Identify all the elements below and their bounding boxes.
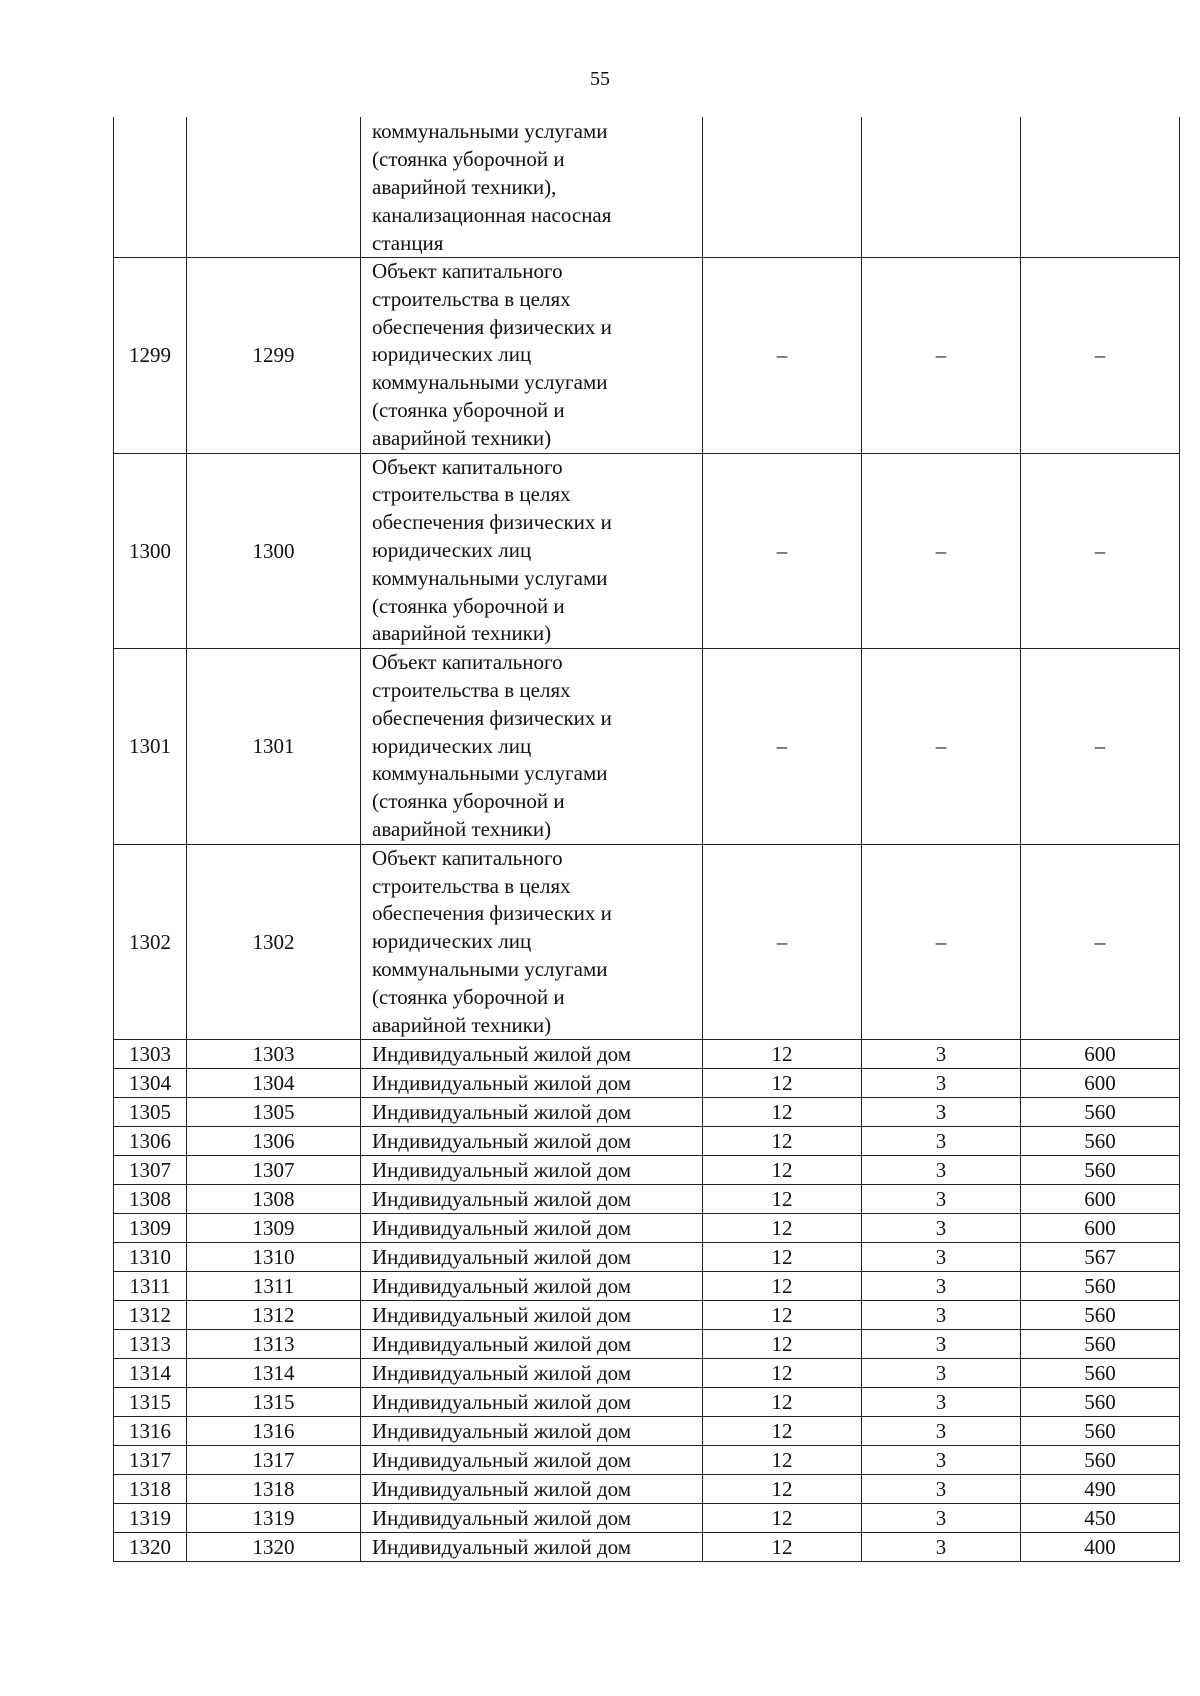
cell-col5: – (862, 649, 1021, 845)
cell-description: Индивидуальный жилой дом (361, 1301, 703, 1330)
cell-row-number: 1299 (114, 258, 187, 454)
table-row (114, 1272, 1180, 1301)
cell-col5: 3 (862, 1243, 1021, 1272)
cell-col6: 560 (1021, 1359, 1180, 1388)
table-row-continuation (114, 117, 1180, 258)
cell-plot-number: 1305 (187, 1098, 361, 1127)
cell-description: Индивидуальный жилой дом (361, 1127, 703, 1156)
cell-col5: 3 (862, 1475, 1021, 1504)
cell-col5: – (862, 258, 1021, 454)
cell-row-number: 1314 (114, 1359, 187, 1388)
cell-description: Индивидуальный жилой дом (361, 1533, 703, 1562)
cell-plot-number: 1302 (187, 844, 361, 1040)
cell-col4: 12 (703, 1446, 862, 1475)
cell-description: Индивидуальный жилой дом (361, 1069, 703, 1098)
table-row (114, 1475, 1180, 1504)
cell-col6: 400 (1021, 1533, 1180, 1562)
cell-col4: 12 (703, 1301, 862, 1330)
cell-description: Индивидуальный жилой дом (361, 1243, 703, 1272)
cell-col5: 3 (862, 1504, 1021, 1533)
cell-plot-number (187, 117, 361, 258)
cell-description: Индивидуальный жилой дом (361, 1475, 703, 1504)
table-row (114, 1504, 1180, 1533)
cell-col6: – (1021, 844, 1180, 1040)
cell-plot-number: 1303 (187, 1040, 361, 1069)
table-row (114, 453, 1180, 649)
table-row (114, 1185, 1180, 1214)
cell-plot-number: 1310 (187, 1243, 361, 1272)
cell-row-number: 1303 (114, 1040, 187, 1069)
cell-col4: 12 (703, 1040, 862, 1069)
cell-col6: 567 (1021, 1243, 1180, 1272)
cell-col6: 600 (1021, 1214, 1180, 1243)
cell-col5: 3 (862, 1388, 1021, 1417)
cell-description: Объект капитального строительства в целях обеспечения физических и юридических лиц коммунальными услугами (стоянка уборочной и аварийной техники) (361, 258, 703, 454)
cell-col5: – (862, 844, 1021, 1040)
table-row (114, 1417, 1180, 1446)
cell-col5: 3 (862, 1301, 1021, 1330)
table-row (114, 258, 1180, 454)
cell-row-number: 1305 (114, 1098, 187, 1127)
cell-col5: 3 (862, 1040, 1021, 1069)
cell-row-number: 1316 (114, 1417, 187, 1446)
cell-col6: 560 (1021, 1417, 1180, 1446)
cell-col5 (862, 117, 1021, 258)
cell-row-number: 1306 (114, 1127, 187, 1156)
cell-col4: 12 (703, 1272, 862, 1301)
cell-description: Индивидуальный жилой дом (361, 1330, 703, 1359)
cell-col6: – (1021, 453, 1180, 649)
cell-plot-number: 1309 (187, 1214, 361, 1243)
table-row (114, 1098, 1180, 1127)
cell-col6: 450 (1021, 1504, 1180, 1533)
cell-col4: 12 (703, 1098, 862, 1127)
cell-col6: 600 (1021, 1040, 1180, 1069)
cell-row-number: 1313 (114, 1330, 187, 1359)
cell-row-number: 1310 (114, 1243, 187, 1272)
cell-col6: 560 (1021, 1446, 1180, 1475)
table-row (114, 1040, 1180, 1069)
cell-description: Индивидуальный жилой дом (361, 1214, 703, 1243)
cell-description: Объект капитального строительства в целях обеспечения физических и юридических лиц коммунальными услугами (стоянка уборочной и аварийной техники) (361, 649, 703, 845)
cell-description: Индивидуальный жилой дом (361, 1417, 703, 1446)
cell-col4: 12 (703, 1069, 862, 1098)
cell-col6 (1021, 117, 1180, 258)
table-row (114, 1533, 1180, 1562)
cell-plot-number: 1306 (187, 1127, 361, 1156)
table-row (114, 844, 1180, 1040)
cell-plot-number: 1301 (187, 649, 361, 845)
cell-row-number: 1308 (114, 1185, 187, 1214)
table-row (114, 1127, 1180, 1156)
table-row (114, 1388, 1180, 1417)
cell-col4: – (703, 649, 862, 845)
cell-col6: 560 (1021, 1330, 1180, 1359)
cell-plot-number: 1318 (187, 1475, 361, 1504)
cell-col6: 560 (1021, 1098, 1180, 1127)
cell-col4: 12 (703, 1504, 862, 1533)
cell-description: Индивидуальный жилой дом (361, 1098, 703, 1127)
cell-col5: 3 (862, 1069, 1021, 1098)
cell-col4: 12 (703, 1475, 862, 1504)
cell-row-number: 1300 (114, 453, 187, 649)
cell-row-number: 1319 (114, 1504, 187, 1533)
table-row (114, 1330, 1180, 1359)
cell-plot-number: 1319 (187, 1504, 361, 1533)
cell-col4: – (703, 453, 862, 649)
cell-row-number: 1302 (114, 844, 187, 1040)
cell-row-number: 1312 (114, 1301, 187, 1330)
cell-col6: 560 (1021, 1127, 1180, 1156)
table-row (114, 1243, 1180, 1272)
cell-row-number: 1315 (114, 1388, 187, 1417)
cell-col5: 3 (862, 1098, 1021, 1127)
table-body (114, 117, 1180, 1562)
table-row (114, 1156, 1180, 1185)
cell-row-number: 1301 (114, 649, 187, 845)
cell-description: Индивидуальный жилой дом (361, 1446, 703, 1475)
cell-col6: 560 (1021, 1272, 1180, 1301)
cell-col4: – (703, 258, 862, 454)
cell-col5: 3 (862, 1446, 1021, 1475)
cell-plot-number: 1317 (187, 1446, 361, 1475)
table-row (114, 1214, 1180, 1243)
cell-row-number: 1304 (114, 1069, 187, 1098)
cell-plot-number: 1313 (187, 1330, 361, 1359)
cell-col6: 560 (1021, 1388, 1180, 1417)
table-row (114, 649, 1180, 845)
cell-col6: 600 (1021, 1069, 1180, 1098)
cell-plot-number: 1316 (187, 1417, 361, 1446)
cell-plot-number: 1299 (187, 258, 361, 454)
cell-plot-number: 1312 (187, 1301, 361, 1330)
cell-plot-number: 1311 (187, 1272, 361, 1301)
cell-row-number: 1311 (114, 1272, 187, 1301)
cell-col6: – (1021, 258, 1180, 454)
cell-col6: – (1021, 649, 1180, 845)
cell-col4: 12 (703, 1127, 862, 1156)
cell-col4: 12 (703, 1185, 862, 1214)
table-row (114, 1301, 1180, 1330)
land-plots-table (113, 117, 1180, 1562)
cell-col5: 3 (862, 1185, 1021, 1214)
cell-col5: 3 (862, 1214, 1021, 1243)
cell-col5: 3 (862, 1156, 1021, 1185)
cell-col5: 3 (862, 1533, 1021, 1562)
cell-row-number: 1318 (114, 1475, 187, 1504)
cell-col4: 12 (703, 1388, 862, 1417)
table-row (114, 1359, 1180, 1388)
cell-col4: 12 (703, 1533, 862, 1562)
cell-col6: 560 (1021, 1301, 1180, 1330)
cell-col4: 12 (703, 1214, 862, 1243)
cell-col4 (703, 117, 862, 258)
cell-col5: 3 (862, 1127, 1021, 1156)
cell-plot-number: 1315 (187, 1388, 361, 1417)
cell-row-number: 1317 (114, 1446, 187, 1475)
cell-col6: 490 (1021, 1475, 1180, 1504)
cell-col4: 12 (703, 1243, 862, 1272)
page-number: 55 (590, 68, 610, 90)
cell-col4: 12 (703, 1330, 862, 1359)
cell-col5: – (862, 453, 1021, 649)
cell-col5: 3 (862, 1359, 1021, 1388)
cell-plot-number: 1300 (187, 453, 361, 649)
cell-description: Индивидуальный жилой дом (361, 1359, 703, 1388)
cell-plot-number: 1308 (187, 1185, 361, 1214)
cell-col5: 3 (862, 1417, 1021, 1446)
cell-col6: 600 (1021, 1185, 1180, 1214)
cell-row-number: 1309 (114, 1214, 187, 1243)
cell-row-number: 1320 (114, 1533, 187, 1562)
cell-col4: 12 (703, 1417, 862, 1446)
cell-description: Индивидуальный жилой дом (361, 1504, 703, 1533)
cell-col5: 3 (862, 1272, 1021, 1301)
cell-description: коммунальными услугами (стоянка уборочной и аварийной техники), канализационная насосная станция (361, 117, 703, 258)
cell-description: Индивидуальный жилой дом (361, 1272, 703, 1301)
cell-col5: 3 (862, 1330, 1021, 1359)
cell-description: Объект капитального строительства в целях обеспечения физических и юридических лиц коммунальными услугами (стоянка уборочной и аварийной техники) (361, 844, 703, 1040)
table-row (114, 1069, 1180, 1098)
cell-col4: – (703, 844, 862, 1040)
cell-description: Индивидуальный жилой дом (361, 1388, 703, 1417)
cell-col6: 560 (1021, 1156, 1180, 1185)
cell-col4: 12 (703, 1359, 862, 1388)
cell-col4: 12 (703, 1156, 862, 1185)
cell-plot-number: 1320 (187, 1533, 361, 1562)
cell-row-number (114, 117, 187, 258)
cell-plot-number: 1307 (187, 1156, 361, 1185)
cell-plot-number: 1304 (187, 1069, 361, 1098)
table-row (114, 1446, 1180, 1475)
cell-description: Индивидуальный жилой дом (361, 1040, 703, 1069)
cell-description: Объект капитального строительства в целях обеспечения физических и юридических лиц коммунальными услугами (стоянка уборочной и аварийной техники) (361, 453, 703, 649)
cell-plot-number: 1314 (187, 1359, 361, 1388)
cell-description: Индивидуальный жилой дом (361, 1185, 703, 1214)
cell-description: Индивидуальный жилой дом (361, 1156, 703, 1185)
cell-row-number: 1307 (114, 1156, 187, 1185)
